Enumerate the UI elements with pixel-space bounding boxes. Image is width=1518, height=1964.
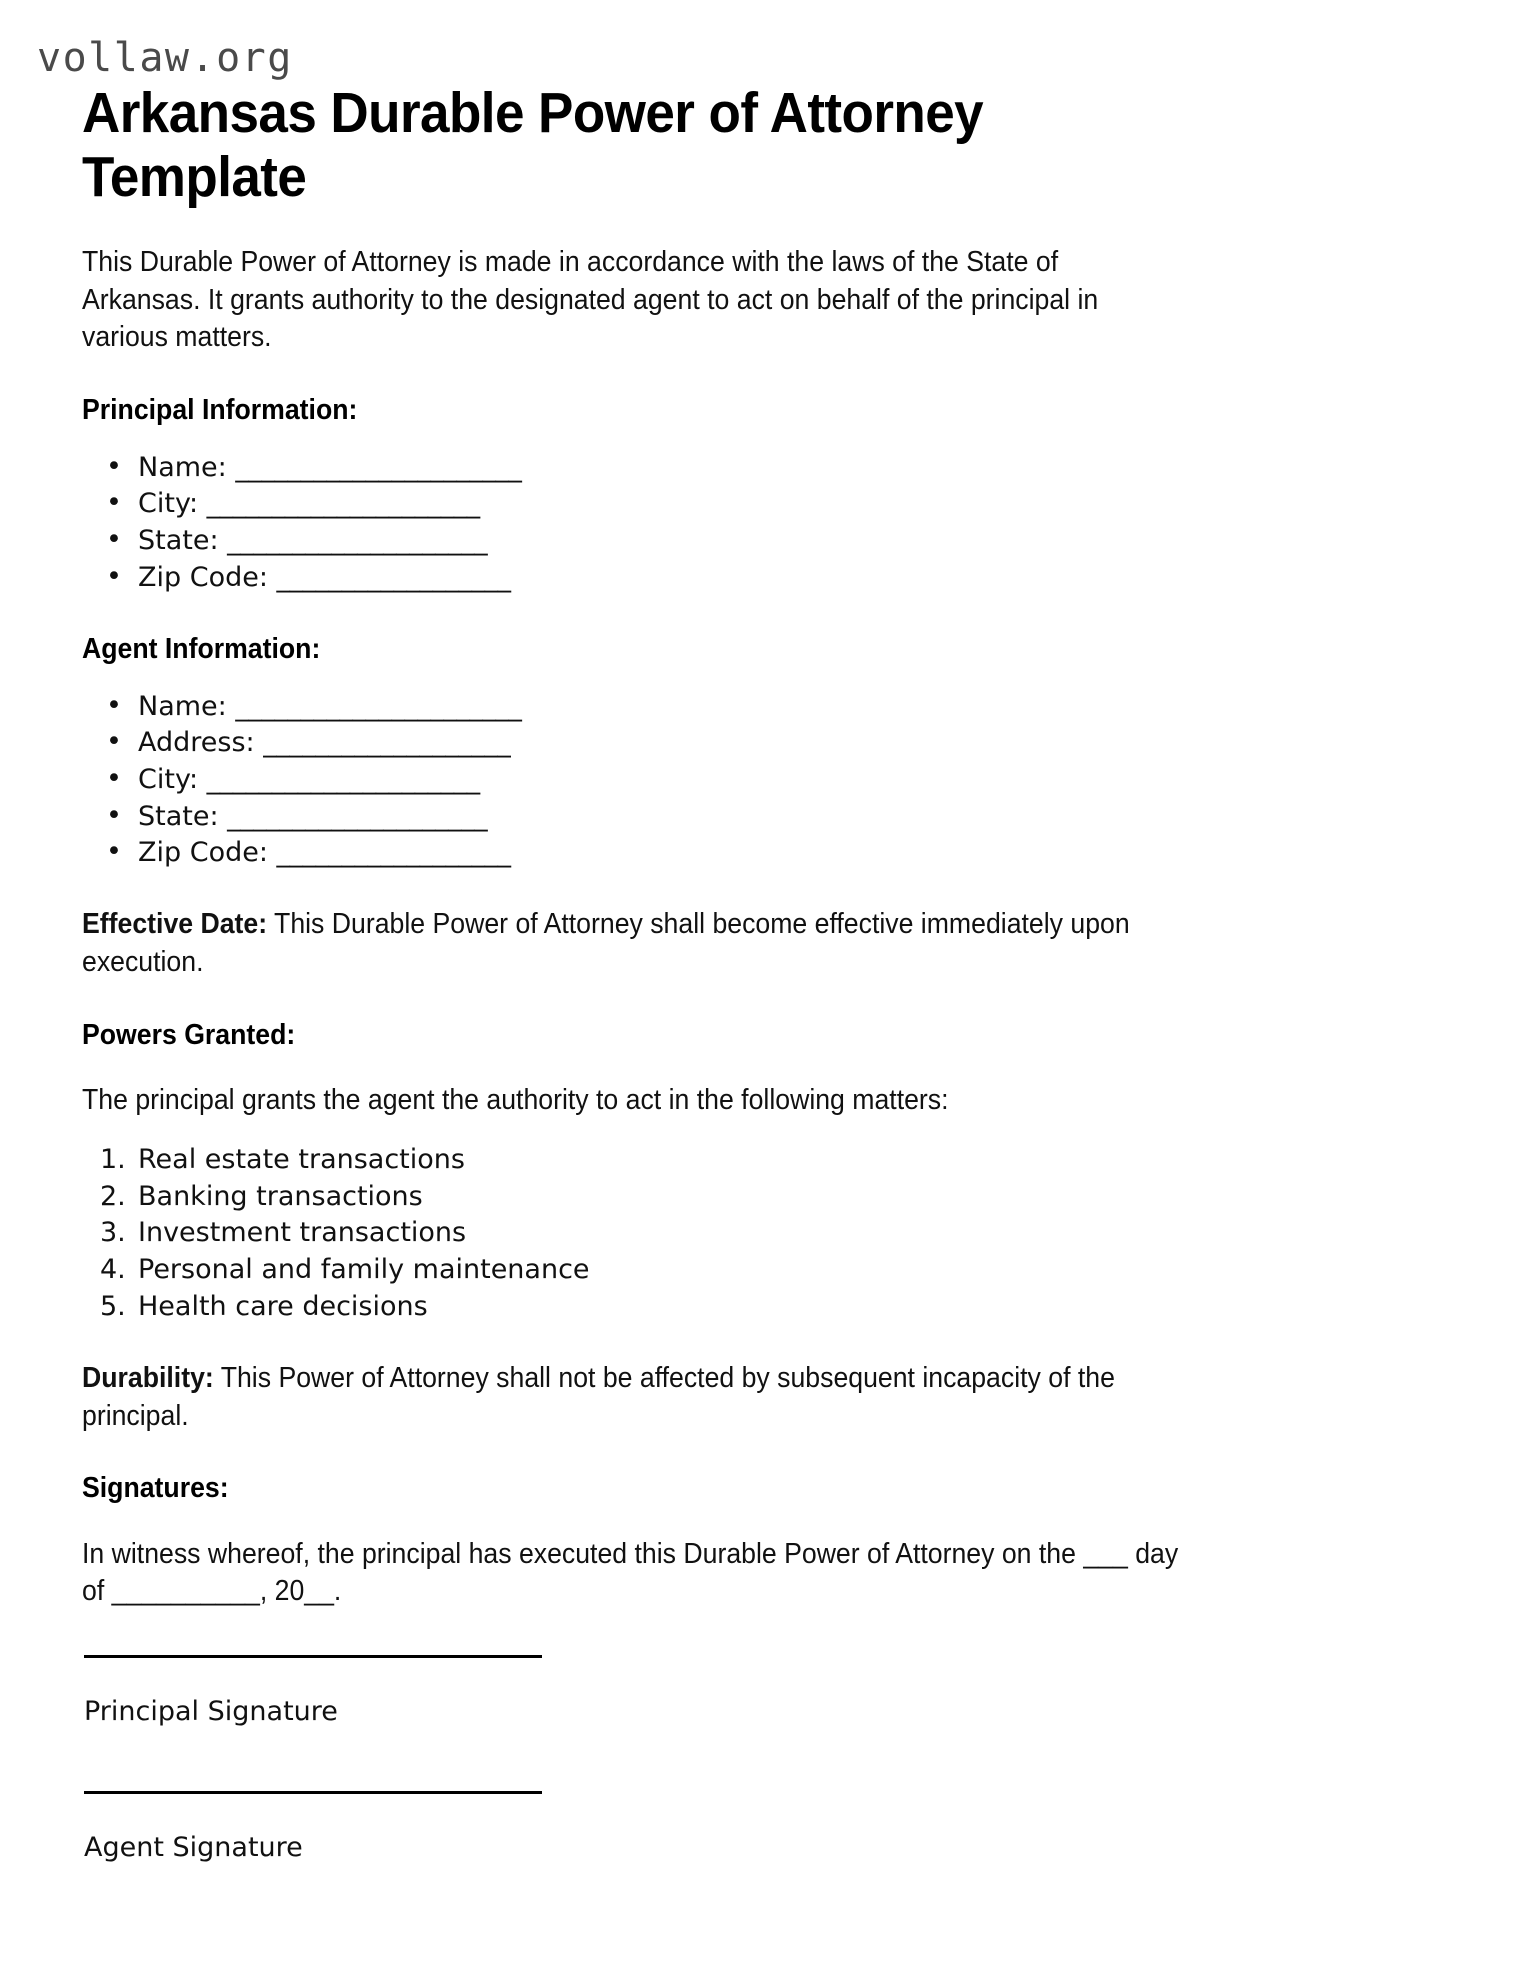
- field-blank: ______________________: [235, 690, 522, 722]
- document-content: [37, 35, 1442, 1864]
- field-blank: _____________________: [206, 764, 480, 796]
- field-label: City:: [138, 488, 199, 520]
- field-blank: ____________________: [227, 524, 488, 556]
- list-item: [100, 1289, 1442, 1326]
- bullet-icon: •: [106, 726, 122, 758]
- effective-date-paragraph: [82, 906, 1181, 982]
- field-label: State:: [138, 524, 219, 556]
- list-number: 1.: [100, 1144, 126, 1176]
- signature-spacer: [82, 1729, 1442, 1791]
- powers-granted-heading: Powers Granted:: [82, 1018, 296, 1051]
- field-label: Zip Code:: [138, 561, 268, 593]
- page-title: Arkansas Durable Power of Attorney Template: [82, 81, 984, 209]
- bullet-icon: •: [106, 523, 122, 555]
- field-blank: __________________: [276, 837, 511, 869]
- list-item: [100, 689, 1442, 726]
- field-label: City:: [138, 764, 199, 796]
- list-number: 3.: [100, 1217, 126, 1249]
- list-item: [100, 835, 1442, 872]
- list-item-label: Banking transactions: [138, 1180, 423, 1212]
- agent-signature-line: [84, 1791, 542, 1794]
- list-item: [100, 560, 1442, 597]
- list-item: [100, 450, 1442, 487]
- agent-signature-block: [82, 1791, 1442, 1864]
- witness-paragraph: In witness whereof, the principal has executed this Durable Power of Attorney on the ___ day of __________, 20__.: [82, 1537, 1179, 1608]
- list-item: [100, 762, 1442, 799]
- field-label: Name:: [138, 690, 227, 722]
- powers-granted-intro: The principal grants the agent the authority to act in the following matters:: [82, 1084, 949, 1117]
- principal-signature-line: [84, 1655, 542, 1658]
- list-item-label: Health care decisions: [138, 1290, 428, 1322]
- field-blank: ___________________: [263, 727, 511, 759]
- list-number: 2.: [100, 1180, 126, 1212]
- list-item: [100, 1215, 1442, 1252]
- list-item-label: Investment transactions: [138, 1217, 467, 1249]
- field-label: Name:: [138, 451, 227, 483]
- durability-paragraph: [82, 1360, 1181, 1436]
- list-item: [100, 1142, 1442, 1179]
- list-item-label: Personal and family maintenance: [138, 1254, 590, 1286]
- list-item-label: Real estate transactions: [138, 1144, 465, 1176]
- agent-signature-label: Agent Signature: [84, 1831, 303, 1863]
- bullet-icon: •: [106, 487, 122, 519]
- list-item: [100, 799, 1442, 836]
- bullet-icon: •: [106, 799, 122, 831]
- field-blank: _____________________: [206, 488, 480, 520]
- list-number: 4.: [100, 1254, 126, 1286]
- bullet-icon: •: [106, 763, 122, 795]
- effective-date-lead: Effective Date:: [82, 908, 268, 941]
- site-logo: vollaw.org: [37, 35, 293, 81]
- agent-information-list: [100, 689, 1442, 873]
- principal-information-list: [100, 450, 1442, 597]
- list-item: [100, 1252, 1442, 1289]
- agent-information-heading: Agent Information:: [82, 633, 321, 666]
- list-item: [100, 523, 1442, 560]
- powers-granted-list: [100, 1142, 1442, 1326]
- principal-signature-block: [82, 1655, 1442, 1728]
- list-item: [100, 725, 1442, 762]
- bullet-icon: •: [106, 836, 122, 868]
- bullet-icon: •: [106, 560, 122, 592]
- principal-information-heading: Principal Information:: [82, 394, 358, 427]
- effective-date-text: This Durable Power of Attorney shall become effective immediately upon execution.: [82, 908, 1130, 979]
- list-number: 5.: [100, 1290, 126, 1322]
- field-blank: ______________________: [235, 451, 522, 483]
- field-label: Address:: [138, 727, 255, 759]
- field-blank: ____________________: [227, 800, 488, 832]
- durability-text: This Power of Attorney shall not be affected by subsequent incapacity of the principal.: [82, 1361, 1115, 1432]
- principal-signature-label: Principal Signature: [84, 1696, 338, 1728]
- intro-paragraph: This Durable Power of Attorney is made in accordance with the laws of the State of Arkansas. It grants authority to the designated agent to act on behalf of the principal in various matters.: [82, 245, 1099, 354]
- durability-lead: Durability:: [82, 1361, 214, 1394]
- field-label: State:: [138, 800, 219, 832]
- list-item: [100, 1179, 1442, 1216]
- signatures-heading: Signatures:: [82, 1472, 229, 1505]
- list-item: [100, 486, 1442, 523]
- bullet-icon: •: [106, 450, 122, 482]
- bullet-icon: •: [106, 689, 122, 721]
- field-label: Zip Code:: [138, 837, 268, 869]
- field-blank: __________________: [276, 561, 511, 593]
